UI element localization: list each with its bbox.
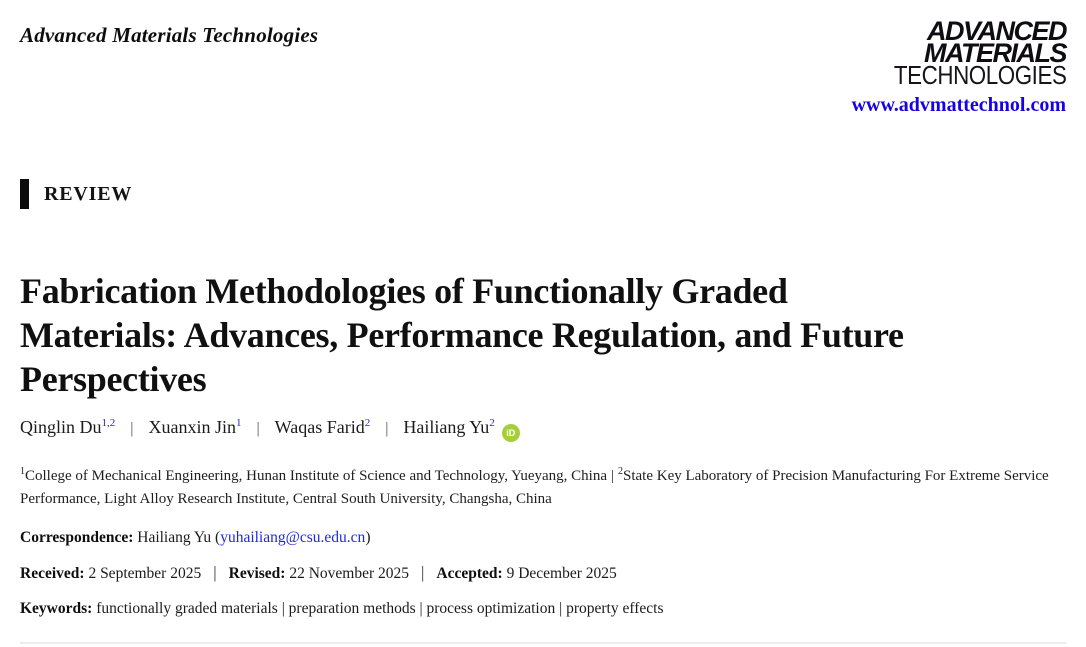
journal-website-link[interactable]: www.advmattechnol.com xyxy=(851,94,1066,117)
title-line: Perspectives xyxy=(20,359,207,400)
keywords-label: Keywords: xyxy=(20,600,93,618)
logo-line-technologies: TECHNOLOGIES xyxy=(893,60,1066,91)
author-affiliation-superscript: 2 xyxy=(364,417,371,430)
orcid-icon[interactable]: iD xyxy=(502,424,520,442)
correspondence-email-link[interactable]: yuhailiang@csu.edu.cn xyxy=(220,529,366,547)
keywords-line xyxy=(20,598,1066,620)
article-type-label xyxy=(20,179,1066,209)
author-name: Waqas Farid$^2$ xyxy=(274,417,371,438)
author-affiliation-superscript: 1 xyxy=(235,417,242,430)
date-label: Revised: xyxy=(228,565,290,583)
date-separator: | xyxy=(421,563,425,583)
author-name: Xuanxin Jin$^1$ xyxy=(148,417,242,438)
keywords-values: functionally graded materials | preparation methods | process optimization | property effects xyxy=(96,600,664,618)
affiliation-separator: | xyxy=(610,468,614,485)
correspondence-line: Correspondence: Hailiang Yu (yuhailiang@csu.edu.cn) xyxy=(20,529,371,547)
correspondence-label: Correspondence: xyxy=(20,529,134,547)
journal-name: Advanced Materials Technologies xyxy=(20,23,319,47)
dates-row: Received: 2 September 2025 | Revised: 22 November 2025 | Accepted: 9 December 2025 xyxy=(20,563,617,583)
date-separator: | xyxy=(213,563,217,583)
date-label: Accepted: xyxy=(436,565,507,583)
logo-line-advanced: ADVANCED xyxy=(926,16,1066,46)
author-name: Hailiang Yu$^2$ xyxy=(403,417,495,438)
bottom-divider xyxy=(20,642,1066,644)
article-title xyxy=(20,269,1066,401)
masthead xyxy=(20,0,1066,115)
title-line: Fabrication Methodologies of Functionally Graded xyxy=(20,271,788,312)
review-bar-marker xyxy=(20,179,29,209)
review-label-text: REVIEW xyxy=(44,182,133,205)
author-affiliation-superscript: 1,2 xyxy=(101,417,116,430)
author-separator: | xyxy=(256,420,260,438)
logo-line-materials: MATERIALS xyxy=(924,38,1066,69)
affiliation-list: $^1$College of Mechanical Engineering, Hunan Institute of Science and Technology, Yueyang, China | $^2$State Key Laboratory of Precision Manufacturing For Extreme Service Performance, Light Alloy Research Institute, Central South University, Changsha, China xyxy=(20,466,1049,508)
affiliation-superscript: 1 xyxy=(20,466,25,478)
title-line: Materials: Advances, Performance Regulation, and Future xyxy=(20,315,904,356)
author-separator: | xyxy=(385,420,389,438)
date-label: Received: xyxy=(20,565,89,583)
author-list xyxy=(20,414,1066,442)
affiliation-superscript: 2 xyxy=(618,466,623,478)
author-name: Qinglin Du$^{1,2}$ xyxy=(20,417,116,438)
journal-logo xyxy=(851,16,1066,117)
author-separator: | xyxy=(130,420,134,438)
author-affiliation-superscript: 2 xyxy=(489,417,495,430)
